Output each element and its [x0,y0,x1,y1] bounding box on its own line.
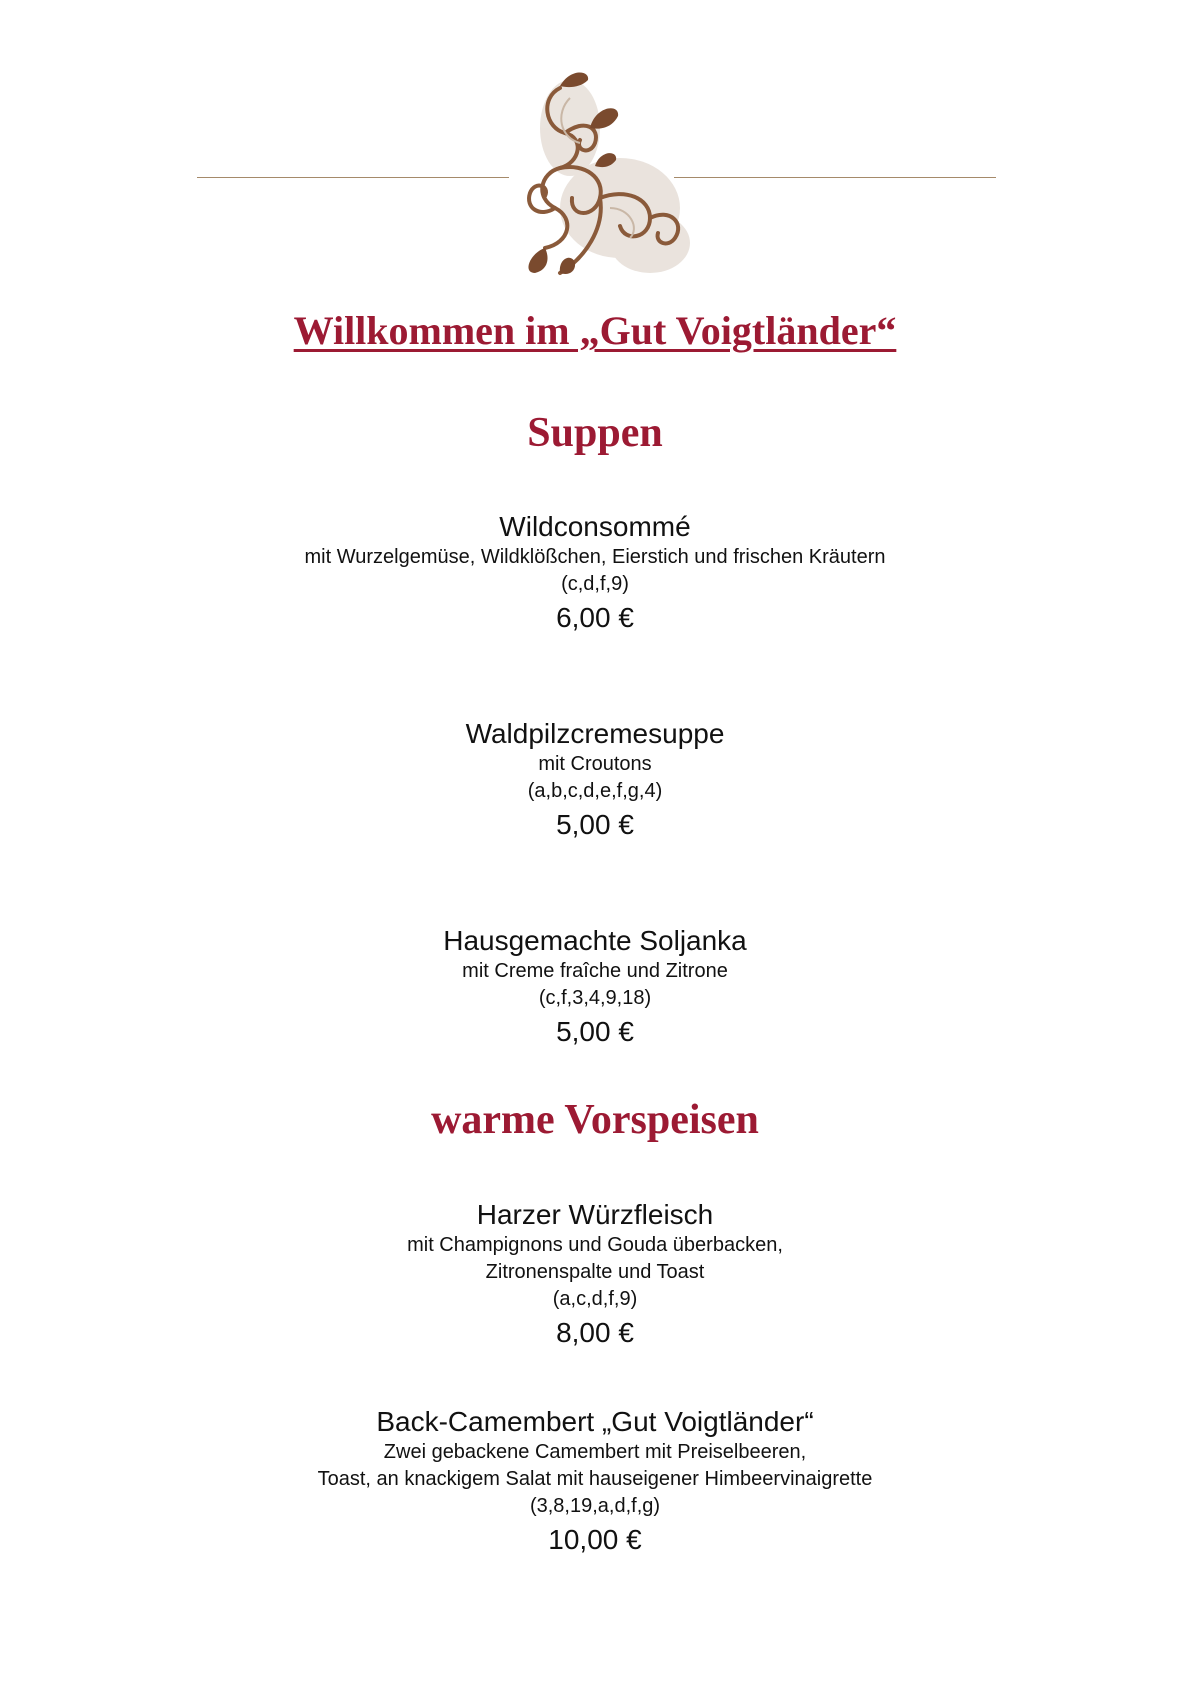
section-title-warme-vorspeisen: warme Vorspeisen [431,1097,759,1143]
menu-item [0,510,1190,636]
dish-name: Wildconsommé [499,511,691,542]
dish-name: Back-Camembert „Gut Voigtländer“ [376,1406,814,1437]
ornament-rule-right [674,177,996,178]
dish-price: 8,00 € [556,1317,634,1348]
section-title-suppen: Suppen [527,410,663,456]
floral-flourish-icon [500,58,700,288]
dish-description: Zwei gebackene Camembert mit Preiselbeeren, [383,1441,807,1463]
dish-price: 10,00 € [548,1524,642,1555]
dish-price: 5,00 € [556,1016,634,1047]
ornament-rule-left [197,177,509,178]
dish-description: Zitronenspalte und Toast [485,1261,705,1283]
dish-description: mit Champignons und Gouda überbacken, [407,1234,783,1256]
dish-price: 5,00 € [556,809,634,840]
menu-item [0,1198,1190,1351]
welcome-heading: Willkommen im „Gut Voigtländer“ [293,308,897,353]
dish-allergens: (a,b,c,d,e,f,g,4) [527,780,663,802]
dish-description: Toast, an knackigem Salat mit hauseigener Himbeervinaigrette [317,1468,873,1490]
dish-name: Hausgemachte Soljanka [443,925,747,956]
dish-allergens: (c,d,f,9) [561,573,629,595]
dish-description: mit Creme fraîche und Zitrone [462,960,728,982]
dish-name: Harzer Würzfleisch [476,1199,714,1230]
dish-name: Waldpilzcremesuppe [465,718,725,749]
dish-allergens: (c,f,3,4,9,18) [538,987,652,1009]
menu-item [0,924,1190,1050]
dish-description: mit Wurzelgemüse, Wildklößchen, Eierstich und frischen Kräutern [304,546,886,568]
dish-allergens: (a,c,d,f,9) [552,1288,638,1310]
dish-price: 6,00 € [556,602,634,633]
dish-description: mit Croutons [538,753,652,775]
menu-item [0,717,1190,843]
dish-allergens: (3,8,19,a,d,f,g) [529,1495,661,1517]
menu-item [0,1405,1190,1558]
